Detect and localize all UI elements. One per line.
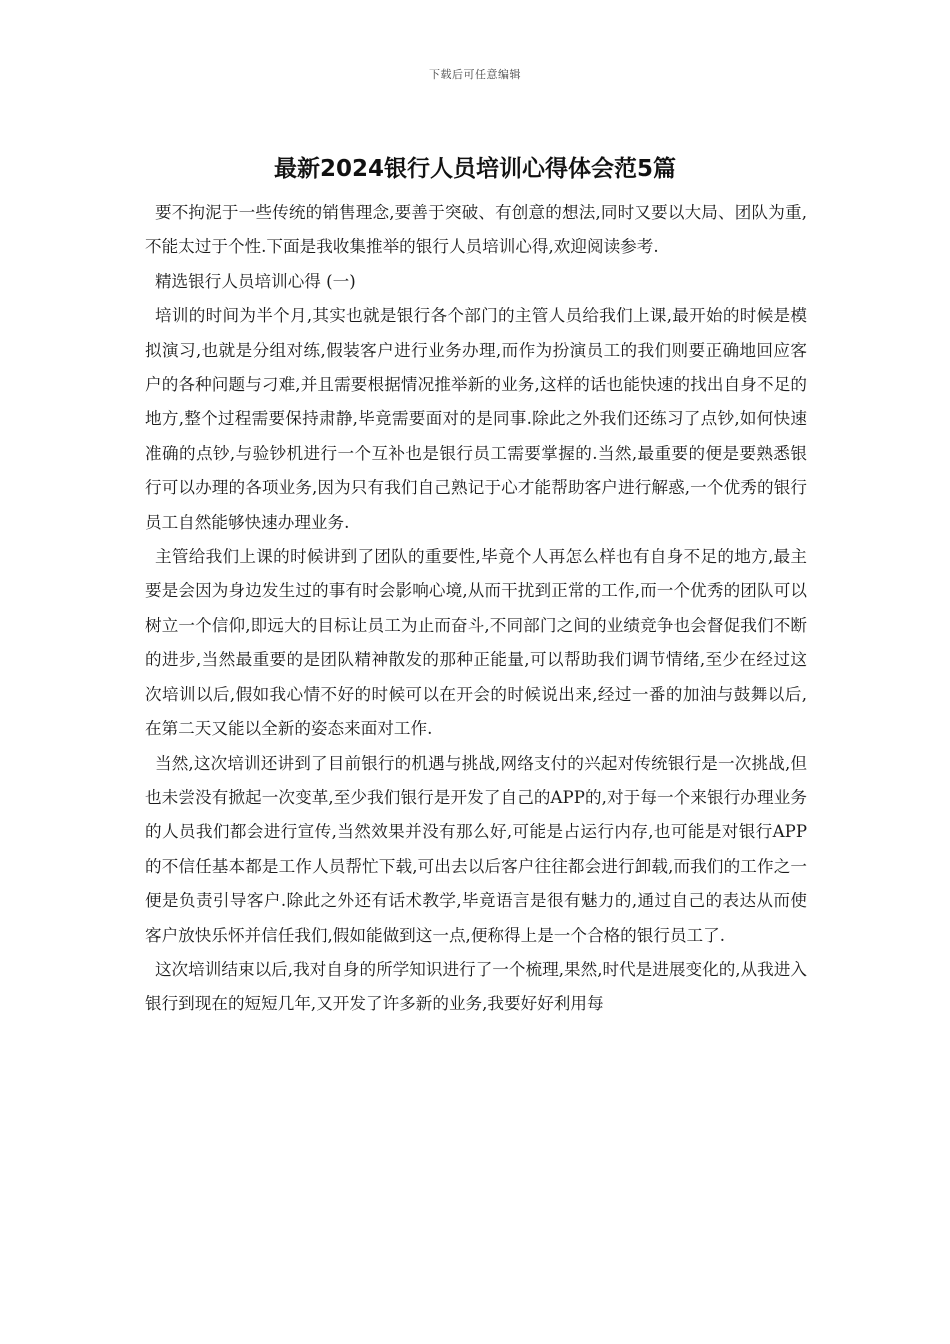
body-paragraph: 当然,这次培训还讲到了目前银行的机遇与挑战,网络支付的兴起对传统银行是一次挑战,但也未尝没有掀起一次变革,至少我们银行是开发了自己的APP的,对于每一个来银行办理业务的人员我们都会进行宣传,当然效果并没有那么好,可能是占运行内存,也可能是对银行APP的不信任基本都是工作人员帮忙下载,可出去以后客户往往都会进行卸载,而我们的工作之一便是负责引导客户.除此之外还有话术教学,毕竟语言是很有魅力的,通过自己的表达从而使客户放快乐怀并信任我们,假如能做到这一点,便称得上是一个合格的银行员工了. [145, 753, 807, 945]
body-paragraph: 这次培训结束以后,我对自身的所学知识进行了一个梳理,果然,时代是进展变化的,从我进入银行到现在的短短几年,又开发了许多新的业务,我要好好利用每 [145, 959, 807, 1014]
page-header-note: 下载后可任意编辑 [429, 68, 521, 81]
section-heading: 精选银行人员培训心得 (一) [154, 271, 356, 291]
body-paragraph: 主管给我们上课的时候讲到了团队的重要性,毕竟个人再怎么样也有自身不足的地方,最主要是会因为身边发生过的事有时会影响心境,从而干扰到正常的工作,而一个优秀的团队可以树立一个信仰,即远大的目标让员工为止而奋斗,不同部门之间的业绩竞争也会督促我们不断的进步,当然最重要的是团队精神散发的那种正能量,可以帮助我们调节情绪,至少在经过这次培训以后,假如我心情不好的时候可以在开会的时候说出来,经过一番的加油与鼓舞以后,在第二天又能以全新的姿态来面对工作. [145, 547, 807, 739]
document-body [145, 196, 807, 1022]
intro-paragraph: 要不拘泥于一些传统的销售理念,要善于突破、有创意的想法,同时又要以大局、团队为重,不能太过于个性.下面是我收集推举的银行人员培训心得,欢迎阅读参考. [145, 203, 807, 257]
document-title: 最新2024银行人员培训心得体会范5篇 [273, 156, 677, 182]
body-paragraph: 培训的时间为半个月,其实也就是银行各个部门的主管人员给我们上课,最开始的时候是模拟演习,也就是分组对练,假装客户进行业务办理,而作为扮演员工的我们则要正确地回应客户的各种问题与刁难,并且需要根据情况推举新的业务,这样的话也能快速的找出自身不足的地方,整个过程需要保持肃静,毕竟需要面对的是同事.除此之外我们还练习了点钞,如何快速准确的点钞,与验钞机进行一个互补也是银行员工需要掌握的.当然,最重要的便是要熟悉银行可以办理的各项业务,因为只有我们自己熟记于心才能帮助客户进行解惑,一个优秀的银行员工自然能够快速办理业务. [145, 306, 807, 532]
